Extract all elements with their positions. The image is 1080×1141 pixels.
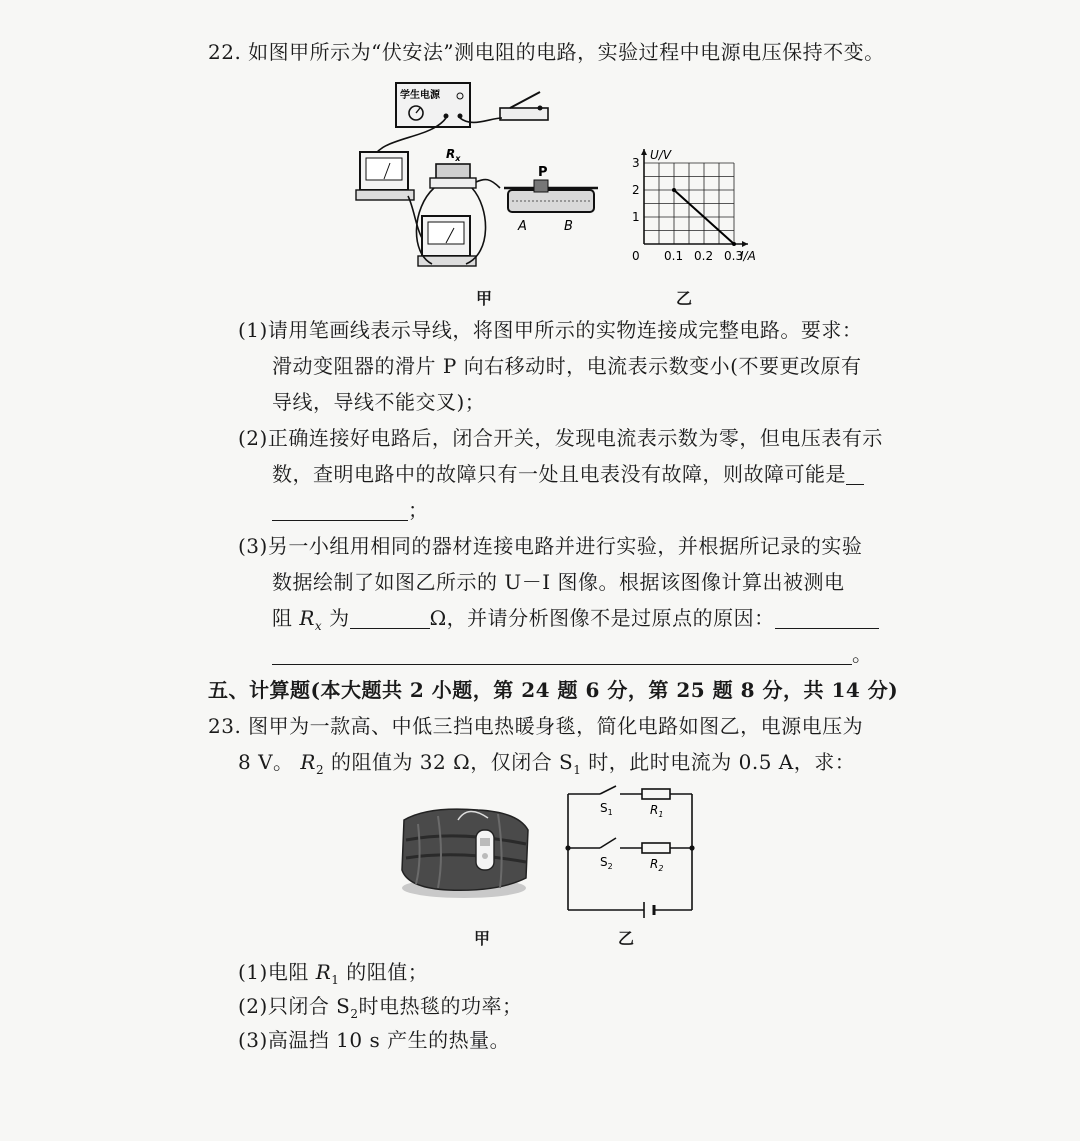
x-axis-label: I/A (740, 249, 756, 263)
q23-sub1: (1)电阻 $R_1$ 的阻值； (238, 960, 429, 987)
q22-part3-line1: (3)另一小组用相同的器材连接电路并进行实验，并根据所记录的实验 (238, 534, 863, 558)
origin-label: 0 (632, 249, 640, 263)
figure-blanket-caption: 甲 (474, 929, 491, 948)
q23-line1: 23. 图甲为一款高、中低三挡电热暖身毯，简化电路如图乙，电源电压为 (208, 714, 864, 738)
q22-part3-line4: 。 (272, 640, 873, 668)
q22-stem: 22. 如图甲所示为“伏安法”测电阻的电路，实验过程中电源电压保持不变。 (208, 40, 885, 64)
resistor-r1-label: $R_1$ (650, 803, 664, 819)
x-tick-label: 0.3 (724, 249, 744, 263)
answer-blank-fault[interactable] (846, 462, 864, 485)
q22-part1-line1: (1)请用笔画线表示导线，将图甲所示的实物连接成完整电路。要求： (238, 318, 863, 342)
end-a-label: A (518, 219, 527, 234)
q22-part3-line2: 数据绘制了如图乙所示的 U－I 图像。根据该图像计算出被测电 (272, 570, 845, 594)
answer-blank-resistance[interactable] (350, 606, 430, 629)
q22-part2-line3: ； (272, 496, 429, 524)
q23-line2: 8 V。 $R_2$ 的阻值为 32 Ω，仅闭合 $S_1$ 时，此时电流为 0.5 A，求： (238, 750, 856, 777)
figure-circuit-diagram (560, 782, 700, 922)
y-tick-label: 3 (632, 156, 640, 170)
end-b-label: B (564, 219, 573, 234)
q22-part3-line3: 阻 $R_x$ 为 Ω，并请分析图像不是过原点的原因： (272, 604, 879, 640)
x-axis-arrow (742, 241, 748, 247)
q22-part1-line2: 滑动变阻器的滑片 P 向右移动时，电流表示数变小(不要更改原有 (272, 354, 862, 378)
resistor-r2-label: $R_2$ (650, 857, 664, 873)
resistor-r2 (642, 843, 670, 853)
figure-yi-caption: 乙 (676, 289, 693, 308)
data-point (732, 242, 736, 246)
figure-jia-caption: 甲 (476, 289, 493, 308)
y-tick-label: 2 (632, 183, 640, 197)
q22-part2-line1: (2)正确连接好电路后，闭合开关，发现电流表示数为零，但电压表有示 (238, 426, 883, 450)
figure-jia-apparatus (350, 78, 610, 283)
answer-blank-reason-cont[interactable] (272, 642, 852, 665)
figure-circuit-caption: 乙 (618, 929, 635, 948)
q22-part1-line3: 导线，导线不能交叉)； (272, 390, 486, 414)
slider-label: P (538, 165, 548, 180)
answer-blank-reason[interactable] (775, 606, 879, 629)
answer-blank-fault-cont[interactable] (272, 498, 408, 521)
figure-blanket-photo (398, 800, 534, 900)
figure-yi-ui-graph (624, 136, 764, 266)
blanket-controller (476, 830, 494, 870)
q23-sub2: (2)只闭合 $S_2$时电热毯的功率； (238, 994, 523, 1021)
y-axis-label: U/V (650, 148, 672, 162)
x-tick-label: 0.2 (694, 249, 714, 263)
y-axis-arrow (641, 149, 647, 155)
x-tick-label: 0.1 (664, 249, 684, 263)
q23-sub3: (3)高温挡 10 s 产生的热量。 (238, 1028, 511, 1052)
power-supply-label: 学生电源 (400, 90, 440, 101)
q22-part2-line2: 数，查明电路中的故障只有一处且电表没有故障，则故障可能是 (272, 460, 864, 488)
switch-s2-label: $S_2$ (600, 855, 613, 871)
resistor-label: $R_x$ (446, 147, 461, 163)
section5-heading: 五、计算题(本大题共 2 小题，第 24 题 6 分，第 25 题 8 分，共 14 分) (208, 678, 899, 702)
rheostat-slider (534, 180, 548, 192)
data-point (672, 188, 676, 192)
resistor-r1 (642, 789, 670, 799)
switch-s1-label: $S_1$ (600, 801, 613, 817)
y-tick-label: 1 (632, 210, 640, 224)
